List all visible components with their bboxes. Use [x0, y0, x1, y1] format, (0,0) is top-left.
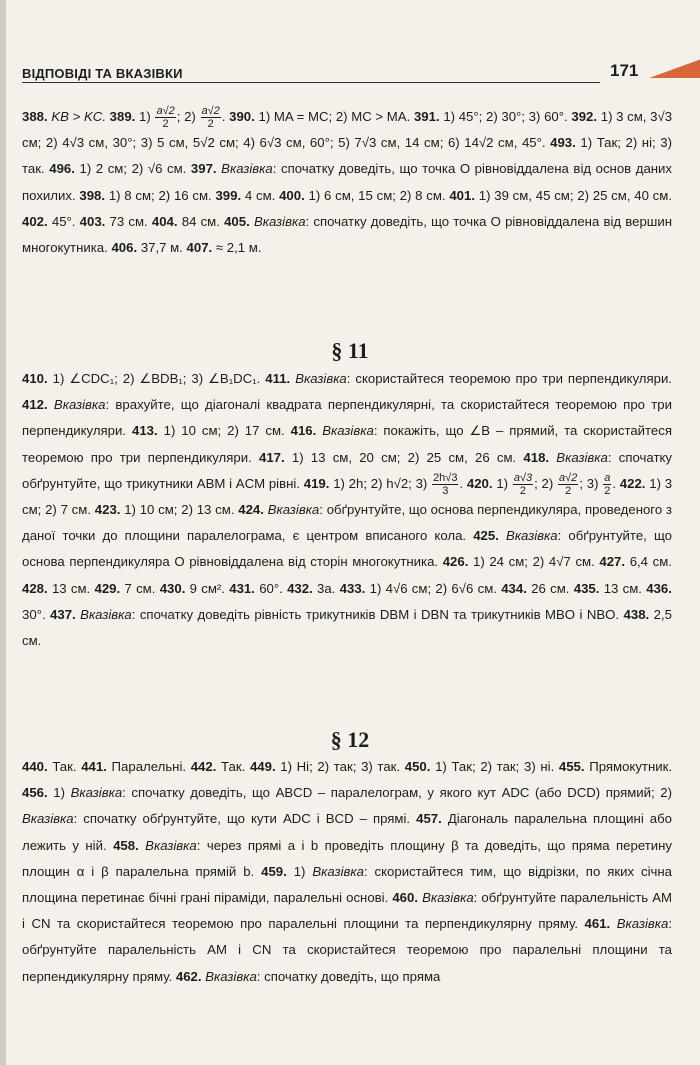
problem-number: 401.: [449, 187, 476, 203]
answer-text: Прямокутник.: [589, 759, 673, 774]
problem-number: 422.: [619, 475, 646, 491]
answer-text: a: [604, 471, 611, 484]
answer-text: : спочатку обґрунтуйте, що трикутники ABM і ACM рівні.: [22, 449, 672, 491]
answer-text: 1) 24 см; 2) 4√7 см.: [472, 554, 595, 570]
problem-number: 432.: [287, 580, 313, 596]
answer-text: : через прямі a і b проведіть площину β та доведіть, що пряма перетину площин α і β паралельна прямій b.: [22, 837, 672, 879]
answer-text: 37,7 м.: [140, 240, 183, 256]
hint-label: Вказівка: [253, 213, 306, 229]
fraction: [432, 472, 458, 497]
answer-text: 3: [442, 484, 449, 497]
problem-number: 402.: [22, 213, 48, 229]
section-heading-12: § 12: [330, 727, 370, 752]
hint-label: Вказівка: [80, 606, 132, 622]
answer-text: 26 см.: [531, 580, 570, 596]
problem-number: 397.: [190, 161, 217, 177]
section-heading-11: § 11: [331, 338, 369, 363]
answer-text: 1): [53, 785, 65, 801]
answer-text: 1): [293, 863, 306, 879]
problem-number: 462.: [175, 968, 202, 984]
fraction: [155, 105, 175, 130]
answer-text: : скористайтеся тим, що відрізки, по яких січна площина перетинає бічні грані піраміди, паралельні основі.: [22, 863, 672, 906]
answer-text: : спочатку доведіть, що точка O рівновіддалена від вершин многокутника.: [22, 213, 673, 256]
answer-text: 1) 8 см; 2) 16 см.: [108, 187, 212, 203]
header-rule: [22, 82, 600, 83]
answer-text: 1) 3 см; 2) 7 см.: [22, 475, 673, 518]
answer-text: a√2: [156, 105, 175, 118]
problem-number: 435.: [573, 580, 600, 596]
answer-text: : обґрунтуйте паралельність AM і CN та скористайтеся теоремою про паралельні площини та перпендикулярну пряму.: [22, 916, 673, 984]
problem-number: 433.: [339, 580, 366, 596]
problem-number: 425.: [473, 528, 499, 544]
problem-number: 388.: [22, 109, 48, 124]
answer-text: ; 2): [534, 475, 554, 491]
hint-label: Вказівка: [70, 785, 123, 801]
problem-number: 431.: [229, 580, 255, 596]
answer-text: Паралельні.: [111, 759, 187, 774]
answer-text: 1) 45°; 2) 30°; 3) 60°.: [443, 109, 568, 124]
answers-paragraph: [22, 754, 672, 990]
answer-text: 1): [139, 109, 151, 124]
header-title: ВІДПОВІДІ ТА ВКАЗІВКИ: [22, 66, 183, 81]
answer-text: 1) Так; 2) ні; 3) так.: [22, 135, 672, 177]
answer-text: : обґрунтуйте, що основа перпендикуляра, проведеного з даної точки до площини паралелограма, є центром вписаного кола.: [22, 502, 672, 544]
answer-text: a√2: [559, 471, 578, 484]
answer-text: ; 2): [176, 109, 196, 124]
problem-number: 398.: [79, 187, 106, 203]
answer-text: 2: [162, 118, 169, 131]
fraction: [513, 472, 533, 497]
answer-text: 2: [207, 118, 214, 131]
problem-number: 428.: [22, 580, 48, 596]
answer-text: 7 см.: [124, 580, 156, 596]
answers-section-12: [22, 754, 672, 990]
hint-label: Вказівка: [145, 837, 197, 853]
problem-number: 430.: [159, 580, 186, 596]
problem-number: 496.: [49, 161, 75, 177]
problem-number: 493.: [550, 135, 576, 151]
answer-text: 1) Ні; 2) так; 3) так.: [280, 759, 401, 774]
problem-number: 391.: [413, 109, 440, 124]
problem-number: 399.: [215, 187, 242, 203]
fraction: [201, 105, 221, 130]
answer-text: 73 см.: [109, 213, 148, 229]
fraction: [558, 472, 578, 497]
problem-number: 406.: [111, 240, 138, 256]
answer-text: 2: [565, 484, 572, 497]
problem-number: 418.: [523, 449, 550, 465]
problem-number: 407.: [186, 240, 213, 256]
answer-text: 1) Так; 2) так; 3) ні.: [435, 759, 555, 774]
hint-label: Вказівка: [422, 890, 474, 906]
answer-text: ; 3): [579, 475, 599, 491]
problem-number: 400.: [279, 187, 305, 203]
answer-text: 6,4 см.: [629, 554, 672, 570]
answer-text: : обґрунтуйте паралельність AM і CN та скористайтеся теоремою про паралельні площини та перпендикулярну пряму.: [22, 890, 673, 932]
problem-number: 436.: [646, 580, 672, 596]
answers-section-11: [22, 366, 672, 654]
answer-text: 9 см².: [189, 580, 225, 596]
page-binding-edge: [0, 0, 6, 1065]
problem-number: 423.: [94, 502, 121, 518]
problem-number: 429.: [94, 580, 121, 596]
answer-text: 13 см.: [51, 580, 91, 596]
answer-text: 1) 2 см; 2) √6 см.: [79, 161, 187, 177]
page-number: 171: [610, 61, 639, 80]
problem-number: 441.: [81, 759, 107, 774]
answer-text: 84 см.: [181, 213, 220, 229]
hint-label: Вказівка: [22, 811, 74, 827]
problem-number: 390.: [229, 109, 255, 124]
problem-number: 405.: [224, 213, 250, 229]
answer-text: a√3: [513, 471, 533, 484]
problem-number: 434.: [501, 580, 527, 596]
problem-number: 459.: [261, 863, 287, 879]
problem-number: 420.: [466, 475, 493, 491]
problem-number: 416.: [290, 423, 317, 439]
fraction: [603, 472, 611, 497]
answer-text: 1) 2h; 2) h√2; 3): [333, 475, 428, 491]
problem-number: 424.: [238, 502, 264, 518]
hint-label: Вказівка: [295, 371, 347, 386]
answer-text: : покажіть, що ∠B – прямий, та скористайтеся теоремою про три перпендикуляри.: [22, 423, 672, 465]
answer-text: : спочатку доведіть рівність трикутників DBM і DBN та трикутників MBO і NBO.: [131, 606, 620, 622]
problem-number: 455.: [558, 759, 585, 774]
answer-text: 45°.: [51, 213, 76, 229]
problem-number: 417.: [258, 449, 285, 465]
problem-number: 458.: [113, 837, 139, 853]
answers-paragraph: [22, 366, 672, 654]
answer-text: ≈ 2,1 м.: [215, 240, 262, 256]
problem-number: 410.: [22, 371, 48, 386]
problem-number: 460.: [392, 890, 419, 906]
problem-number: 427.: [599, 554, 626, 570]
answer-text: 4 см.: [244, 187, 276, 203]
answer-text: Так.: [221, 759, 246, 774]
running-header: [22, 60, 700, 86]
answer-text: : спочатку доведіть, що пряма: [256, 968, 441, 984]
answer-text: 1) 13 см, 20 см; 2) 25 см, 26 см.: [291, 449, 517, 465]
answer-text: 13 см.: [603, 580, 642, 596]
answer-text: a√2: [201, 105, 220, 118]
answer-text: 1) 4√6 см; 2) 6√6 см.: [369, 580, 497, 596]
answer-text: 1) MA = MC; 2) MC > MA.: [258, 109, 411, 124]
answer-text: 1): [496, 475, 509, 491]
problem-number: 403.: [79, 213, 106, 229]
hint-label: Вказівка: [322, 423, 374, 439]
problem-number: 412.: [22, 397, 48, 413]
answer-text: 1) 39 см, 45 см; 2) 25 см, 40 см.: [478, 187, 672, 203]
answer-text: 3a.: [317, 580, 336, 596]
answer-text: Так.: [52, 759, 77, 774]
problem-number: 426.: [442, 554, 469, 570]
answer-text: 1) 6 см, 15 см; 2) 8 см.: [308, 187, 446, 203]
answer-text: 1) 3 см, 3√3 см; 2) 4√3 см, 30°; 3) 5 см, 5√2 см; 4) 6√3 см, 60°; 5) 7√3 см, 14 см; 6) 14√2 см, 45°.: [22, 109, 673, 151]
answer-text: 2,5 см.: [22, 606, 672, 649]
problem-number: 419.: [303, 475, 330, 491]
answer-text: 30°.: [22, 606, 46, 622]
hint-label: Вказівка: [616, 916, 669, 932]
hint-label: Вказівка: [267, 502, 320, 518]
answer-text: : скористайтеся теоремою про три перпендикуляри.: [346, 371, 672, 386]
problem-number: 413.: [132, 423, 158, 439]
corner-tab: [648, 58, 700, 78]
answer-text: 2: [604, 484, 611, 497]
problem-number: 438.: [623, 606, 650, 622]
answers-paragraph: [22, 104, 672, 261]
problem-number: 449.: [249, 759, 276, 774]
problem-number: 404.: [151, 213, 178, 229]
answer-text: 2h√3: [433, 471, 458, 484]
answer-text: 1) ∠CDC₁; 2) ∠BDB₁; 3) ∠B₁DC₁.: [52, 371, 261, 386]
answer-text: KB > KC.: [51, 109, 106, 124]
problem-number: 457.: [416, 811, 442, 827]
problem-number: 461.: [584, 916, 611, 932]
problem-number: 442.: [190, 759, 217, 774]
hint-label: Вказівка: [205, 968, 257, 984]
answer-text: 2: [519, 484, 527, 497]
answer-text: 1) 10 см; 2) 17 см.: [163, 423, 285, 439]
answer-text: .: [221, 109, 226, 124]
answer-text: .: [612, 475, 617, 491]
hint-label: Вказівка: [53, 397, 106, 413]
problem-number: 389.: [109, 109, 136, 124]
hint-label: Вказівка: [506, 528, 558, 544]
problem-number: 392.: [571, 109, 598, 124]
hint-label: Вказівка: [312, 863, 364, 879]
answer-text: : спочатку обґрунтуйте, що кути ADC і BCD – прямі.: [73, 811, 411, 827]
answer-text: : врахуйте, що діагоналі квадрата перпендикулярні, та скористайтеся теоремою про три перпендикуляри.: [22, 397, 672, 439]
problem-number: 440.: [22, 759, 48, 774]
answer-text: 1) 10 см; 2) 13 см.: [124, 502, 235, 518]
answer-text: Діагональ паралельна площині або лежить у ній.: [22, 811, 672, 853]
answer-text: 60°.: [259, 580, 283, 596]
answers-section-10: [22, 104, 672, 261]
problem-number: 437.: [50, 606, 76, 622]
answer-text: : спочатку доведіть, що ABCD – паралелограм, у якого кут ADC (або DCD) прямий; 2): [122, 785, 672, 801]
answer-text: : спочатку доведіть, що точка O рівновіддалена від основ даних похилих.: [22, 161, 673, 203]
hint-label: Вказівка: [221, 161, 273, 177]
answer-text: .: [459, 475, 464, 491]
answer-text: : обґрунтуйте, що основа перпендикуляра O рівновіддалена від сторін многокутника.: [22, 528, 672, 570]
problem-number: 411.: [265, 371, 291, 386]
hint-label: Вказівка: [556, 449, 608, 465]
problem-number: 450.: [404, 759, 431, 774]
problem-number: 456.: [22, 785, 48, 801]
